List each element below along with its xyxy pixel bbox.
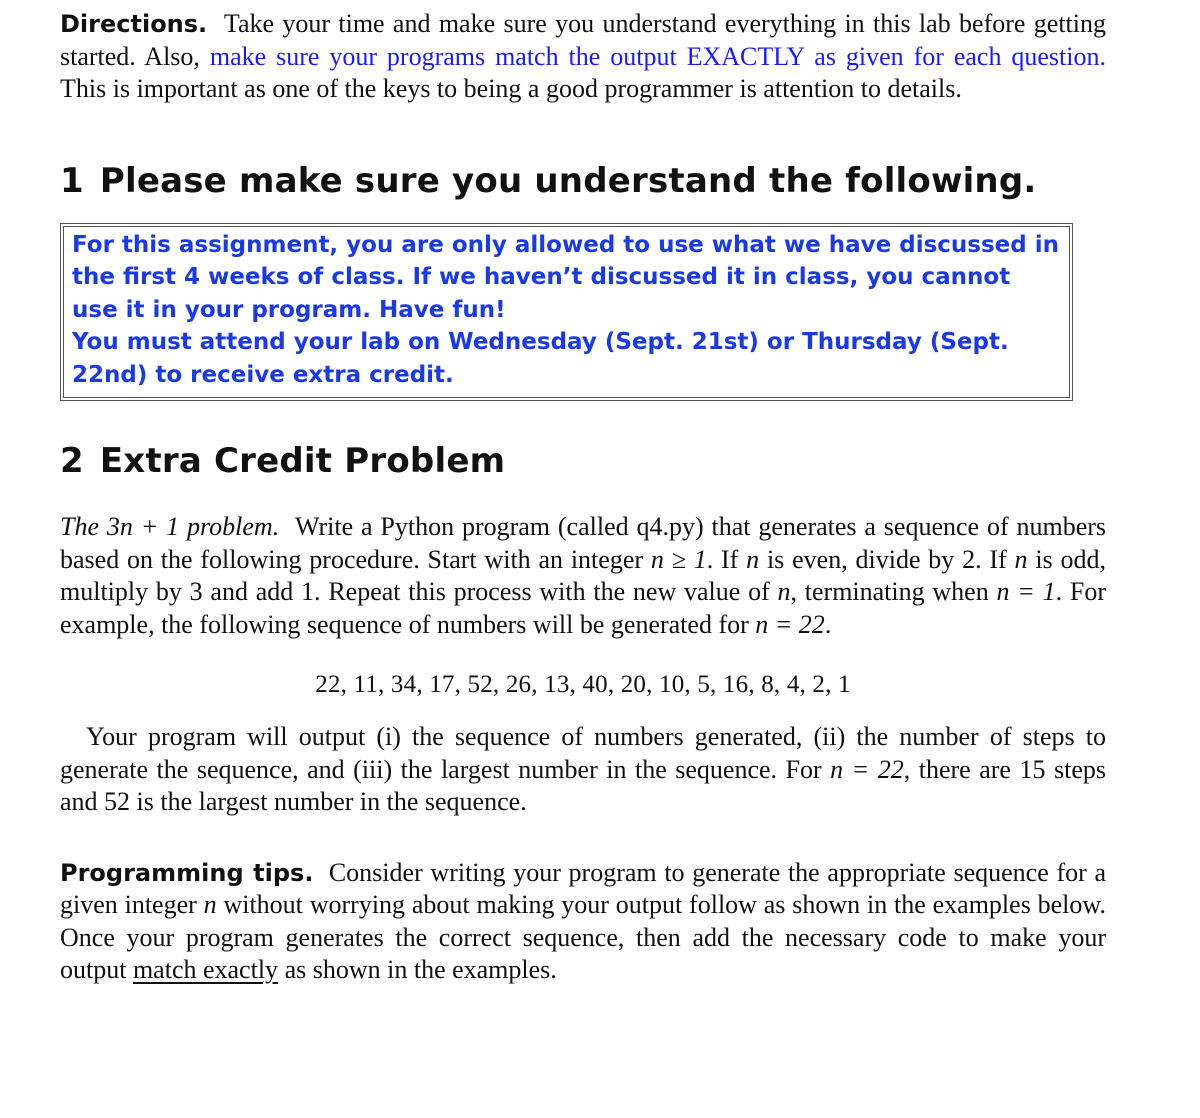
notice-line-2: You must attend your lab on Wednesday (Sept. 21st) or Thursday (Sept. 22nd) to receive extra credit.	[72, 329, 1009, 388]
directions-highlight: make sure your programs match the output EXACTLY as given for each question.	[209, 41, 1106, 71]
problem-text-6: . For example, the following sequence of numbers will be generated for	[60, 577, 1106, 639]
directions-text-2: This is important as one of the keys to being a good programmer is attention to details.	[60, 74, 962, 103]
tips-text-2: without worrying about making your output follow as shown in the examples below. Once your program generates the correct sequence, then add the necessary code to make your output	[60, 890, 1106, 984]
problem-text-3: is even, divide by 2. If	[759, 544, 1015, 574]
directions-label: Directions.	[60, 10, 208, 38]
tips-text-3: as shown in the examples.	[278, 955, 557, 984]
math-var-n: n	[1014, 544, 1028, 574]
problem-label: The 3n + 1 problem.	[60, 512, 280, 541]
tips-text-1: Consider writing your program to generate the appropriate sequence for a given integer	[60, 857, 1106, 919]
problem-text-4: is odd, multiply by 3 and add 1. Repeat this process with the new value of	[60, 544, 1106, 606]
tips-underlined: match exactly	[132, 955, 279, 984]
section-1-title: Please make sure you understand the following.	[99, 160, 1037, 201]
tips-paragraph	[60, 857, 1106, 987]
output-paragraph	[60, 721, 1106, 819]
problem-text-2: . If	[706, 544, 747, 574]
section-2-heading	[60, 441, 1106, 481]
section-2-title: Extra Credit Problem	[99, 441, 506, 481]
math-cond-1: n ≥ 1	[650, 544, 707, 574]
output-text-1: Your program will output (i) the sequence of numbers generated, (ii) the number of steps to generate the sequence, and (iii) the largest number in the sequence. For	[60, 722, 1106, 784]
section-1-heading	[60, 161, 1106, 201]
problem-text-5: , terminating when	[790, 577, 997, 606]
math-cond-4: n = 22	[830, 754, 904, 784]
tips-label: Programming tips.	[60, 858, 314, 887]
problem-paragraph	[60, 511, 1106, 641]
math-cond-2: n = 1	[996, 577, 1056, 606]
problem-text-1: Write a Python program (called q4.py) that generates a sequence of numbers based on the following procedure. Start with an integer	[60, 512, 1107, 574]
math-var-n: n	[746, 544, 760, 574]
notice-box-inner	[63, 226, 1070, 399]
output-text-2: , there are 15 steps and 52 is the largest number in the sequence.	[60, 754, 1107, 816]
problem-text-7: .	[824, 609, 832, 639]
directions-text-1: Take your time and make sure you understand everything in this lab before getting started. Also,	[60, 9, 1106, 71]
tips-var-n: n	[203, 890, 217, 919]
directions-paragraph	[60, 8, 1106, 106]
math-var-n: n	[777, 577, 791, 606]
example-sequence: 22, 11, 34, 17, 52, 26, 13, 40, 20, 10, 5, 16, 8, 4, 2, 1	[315, 671, 851, 698]
math-cond-3: n = 22	[755, 609, 825, 639]
notice-box	[60, 223, 1073, 402]
section-2-number: 2	[60, 441, 84, 481]
section-1-number: 1	[60, 160, 84, 201]
lab-document	[60, 6, 1106, 987]
notice-line-1: For this assignment, you are only allowed to use what we have discussed in the first 4 weeks of class. If we haven’t discussed it in class, you cannot use it in your program. Have fun!	[72, 231, 1060, 323]
